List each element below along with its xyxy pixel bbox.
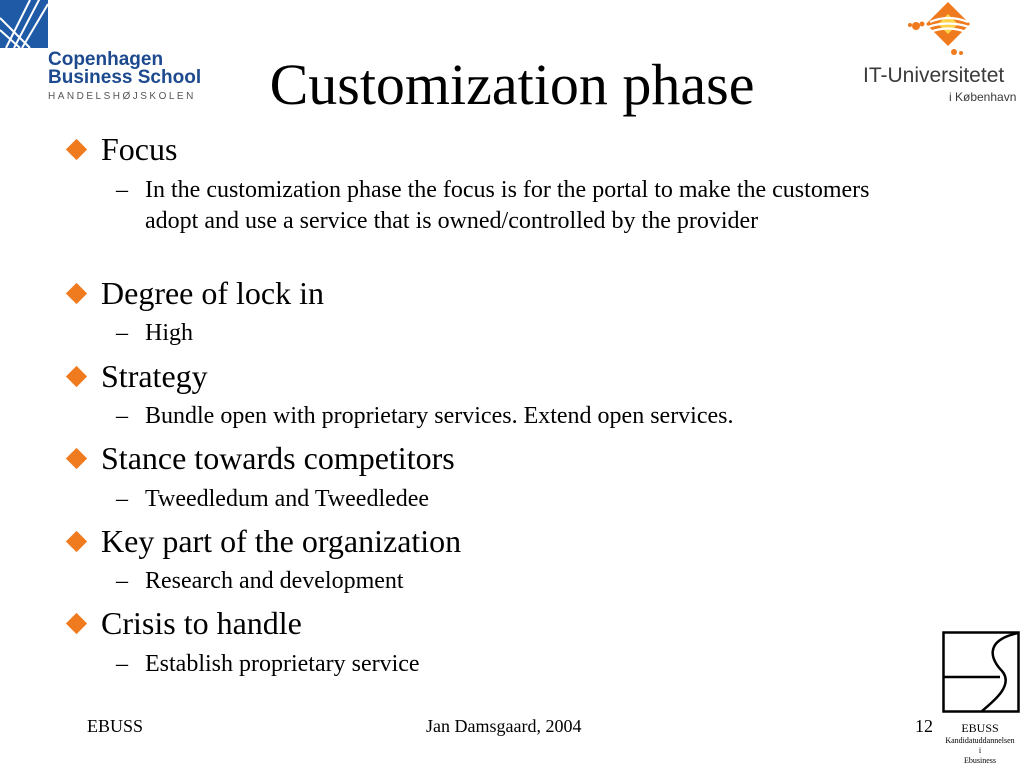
- ebuss-subtitle-line: i: [978, 746, 982, 755]
- diamond-bullet-icon: [66, 365, 87, 386]
- ebuss-emblem-icon: [942, 631, 1020, 713]
- diamond-bullet-icon: [66, 282, 87, 303]
- bullet-heading: Focus: [101, 131, 178, 167]
- cbs-name-line2: Business School: [48, 67, 202, 88]
- bullet-heading: Stance towards competitors: [101, 440, 455, 476]
- bullet-heading: Key part of the organization: [101, 523, 462, 559]
- sub-bullet-key-part-of-organization: [116, 566, 896, 597]
- slide-title: Customization phase: [269, 52, 755, 117]
- footer-course-label: EBUSS: [87, 716, 144, 736]
- sub-bullet-text: Tweedledum and Tweedledee: [145, 486, 430, 512]
- cbs-emblem-icon: [0, 0, 48, 48]
- cbs-logo: [0, 0, 200, 110]
- dash-bullet-icon: –: [116, 568, 128, 594]
- diamond-bullet-icon: [66, 530, 87, 551]
- dash-bullet-icon: –: [116, 177, 128, 203]
- sub-bullet-text: Establish proprietary service: [145, 651, 420, 677]
- itu-logo: [850, 0, 1024, 120]
- bullet-heading: Degree of lock in: [101, 275, 325, 311]
- bullet-focus: [66, 132, 177, 166]
- dash-bullet-icon: –: [116, 651, 128, 677]
- itu-name: IT-Universitetet: [863, 64, 1005, 87]
- bullet-heading: Crisis to handle: [101, 605, 302, 641]
- sub-bullet-degree-of-lock-in: [116, 318, 896, 349]
- bullet-stance-towards-competitors: [66, 441, 455, 475]
- sub-bullet-text: Bundle open with proprietary services. Extend open services.: [145, 403, 734, 429]
- sub-bullet-text: In the customization phase the focus is for the portal to make the customers adopt and use a service that is owned/controlled by the provider: [145, 177, 870, 234]
- ebuss-subtitle-line: Ebusiness: [964, 756, 996, 765]
- bullet-key-part-of-organization: [66, 524, 461, 558]
- sub-bullet-crisis-to-handle: [116, 649, 896, 680]
- cbs-name-line1: Copenhagen: [48, 49, 164, 70]
- itu-emblem-icon: [908, 0, 978, 58]
- dash-bullet-icon: –: [116, 486, 128, 512]
- diamond-bullet-icon: [66, 138, 87, 159]
- cbs-name-line3: HANDELSHØJSKOLEN: [48, 91, 196, 102]
- dash-bullet-icon: –: [116, 403, 128, 429]
- footer-author-date: Jan Damsgaard, 2004: [426, 716, 582, 736]
- ebuss-subtitle-line: Kandidatuddannelsen: [945, 736, 1015, 745]
- footer-page-number: 12: [915, 716, 933, 736]
- sub-bullet-stance-towards-competitors: [116, 484, 896, 515]
- sub-bullet-strategy: [116, 401, 896, 432]
- sub-bullet-focus: [116, 175, 896, 237]
- bullet-strategy: [66, 359, 208, 393]
- bullet-degree-of-lock-in: [66, 276, 324, 310]
- ebuss-logo-title: EBUSS: [961, 721, 999, 735]
- sub-bullet-text: Research and development: [145, 568, 404, 594]
- ebuss-logo-subtitle: [936, 736, 1024, 766]
- ebuss-logo: [936, 628, 1024, 768]
- diamond-bullet-icon: [66, 447, 87, 468]
- diamond-bullet-icon: [66, 612, 87, 633]
- dash-bullet-icon: –: [116, 320, 128, 346]
- sub-bullet-text: High: [145, 320, 193, 346]
- bullet-heading: Strategy: [101, 358, 208, 394]
- itu-subtitle: i København: [949, 90, 1017, 104]
- bullet-crisis-to-handle: [66, 606, 302, 640]
